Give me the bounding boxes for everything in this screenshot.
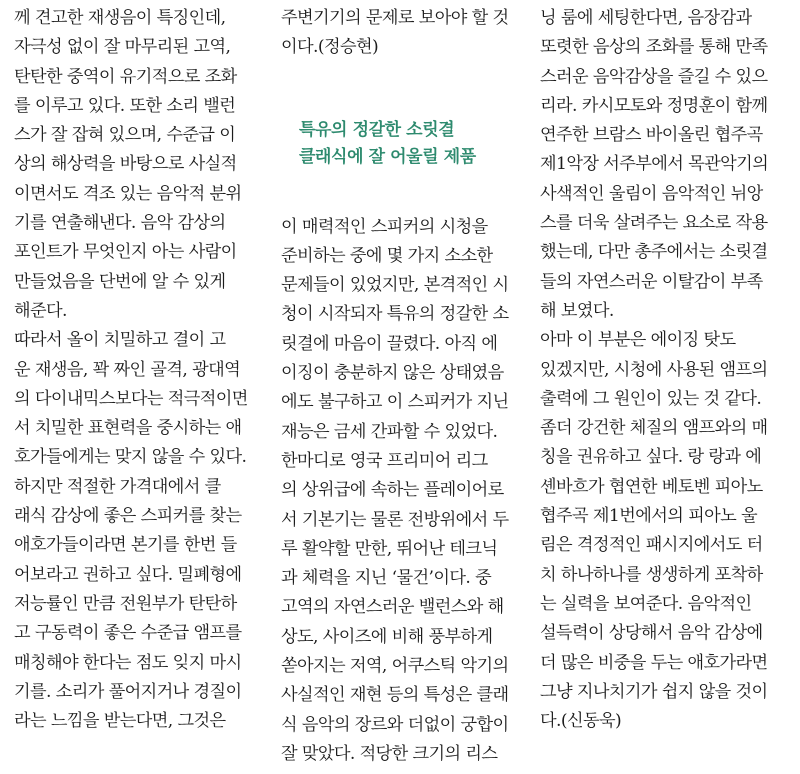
column-3-line: 있겠지만, 시청에 사용된 앰프의: [540, 359, 768, 380]
column-1-line: 상의 해상력을 바탕으로 사실적: [14, 154, 237, 175]
column-1-line: 해준다.: [14, 300, 67, 321]
column-1-line: 포인트가 무엇인지 아는 사람이: [14, 242, 237, 263]
section-heading-line-1: 특유의 정갈한 소릿결: [299, 119, 455, 140]
column-3-line: 출력에 그 원인이 있는 것 같다.: [540, 388, 762, 409]
column-3-line: 설득력이 상당해서 음악 감상에: [540, 623, 763, 644]
column-1-line: 따라서 올이 치밀하고 결이 고: [14, 330, 226, 351]
column-3-line: 아마 이 부분은 에이징 탓도: [540, 330, 736, 351]
column-2-body-line: 이징이 충분하지 않은 상태였음: [281, 363, 504, 384]
column-3-line: 들의 자연스러운 이탈감이 부족: [540, 271, 763, 292]
column-1-line: 고 구동력이 좋은 수준급 앰프를: [14, 623, 242, 644]
column-3-line: 연주한 브람스 바이올린 협주곡: [540, 125, 763, 146]
column-2-body-line: 상도, 사이즈에 비해 풍부하게: [281, 626, 493, 647]
column-2-body-line: 에도 불구하고 이 스피커가 지닌: [281, 392, 509, 413]
column-2-body-line: 과 체력을 지닌 ‘물건’이다. 중: [281, 568, 492, 589]
column-1-line: 를 이루고 있다. 또한 소리 밸런: [14, 95, 236, 116]
column-3-line: 칭을 권유하고 싶다. 랑 랑과 에: [540, 447, 762, 468]
column-3-line: 리라. 카시모토와 정명훈이 함께: [540, 95, 768, 116]
column-2-body-line: 이 매력적인 스피커의 시청을: [281, 216, 488, 237]
column-2-body-line: 한마디로 영국 프리미어 리그: [281, 450, 488, 471]
column-3-line: 는 실력을 보여준다. 음악적인: [540, 593, 752, 614]
column-1-line: 호가들에게는 맞지 않을 수 있다.: [14, 447, 247, 468]
column-1-line: 매칭해야 한다는 점도 잊지 마시: [14, 652, 242, 673]
column-2-body-line: 준비하는 중에 몇 가지 소소한: [281, 245, 493, 266]
column-1-line: 하지만 적절한 가격대에서 클: [14, 476, 221, 497]
column-1-line: 의 다이내믹스보다는 적극적이면: [14, 388, 248, 409]
column-2-body-line: 고역의 자연스러운 밸런스와 해: [281, 597, 504, 618]
column-2-body-line: 의 상위급에 속하는 플레이어로: [281, 480, 504, 501]
column-1-line: 스가 잘 잡혀 있으며, 수준급 이: [14, 125, 236, 146]
section-heading-line-2: 클래식에 잘 어울릴 제품: [299, 146, 476, 167]
column-3-line: 사색적인 울림이 음악적인 뉘앙: [540, 183, 763, 204]
column-2-body-line: 릿결에 마음이 끌렸다. 아직 에: [281, 333, 498, 354]
column-2-body-line: 청이 시작되자 특유의 정갈한 소: [281, 304, 509, 325]
column-3-line: 셴바흐가 협연한 베토벤 피아노: [540, 476, 763, 497]
column-3-line: 또렷한 음상의 조화를 통해 만족: [540, 37, 768, 58]
column-3-line: 스를 더욱 살려주는 요소로 작용: [540, 213, 768, 234]
column-2-body: [281, 213, 533, 770]
column-1-line: 기를. 소리가 풀어지거나 경질이: [14, 681, 242, 702]
column-1-line: 만들었음을 단번에 알 수 있게: [14, 271, 226, 292]
column-2-body-line: 루 활약할 만한, 뛰어난 테크닉: [281, 538, 498, 559]
column-1-line: 기를 연출해낸다. 음악 감상의: [14, 213, 226, 234]
column-1-line: 저능률인 만큼 전원부가 탄탄하: [14, 593, 237, 614]
column-3-line: 더 많은 비중을 두는 애호가라면: [540, 652, 768, 673]
column-3-line: 협주곡 제1번에서의 피아노 울: [540, 506, 757, 527]
column-2-body-line: 서 기본기는 물론 전방위에서 두: [281, 509, 509, 530]
column-3-line: 좀더 강건한 체질의 앰프와의 매: [540, 418, 768, 439]
article-column-1: [14, 4, 266, 736]
column-3-line: 다.(신동욱): [540, 711, 622, 732]
column-2-body-line: 문제들이 있었지만, 본격적인 시: [281, 275, 509, 296]
column-1-line: 께 견고한 재생음이 특징인데,: [14, 8, 226, 28]
column-3-line: 림은 격정적인 패시지에서도 터: [540, 535, 763, 556]
column-3-line: 치 하나하나를 생생하게 포착하: [540, 564, 763, 585]
column-1-line: 래식 감상에 좋은 스피커를 찾는: [14, 506, 242, 527]
column-2-body-line: 쏟아지는 저역, 어쿠스틱 악기의: [281, 656, 509, 677]
column-1-line: 자극성 없이 잘 마무리된 고역,: [14, 37, 231, 58]
column-2-body-line: 식 음악의 장르와 더없이 궁합이: [281, 714, 509, 735]
column-1-line: 서 치밀한 표현력을 중시하는 애: [14, 418, 242, 439]
column-1-line: 애호가들이라면 본기를 한번 들: [14, 535, 237, 556]
article-column-3: [540, 4, 792, 736]
column-2-intro-line: 주변기기의 문제로 보아야 할 것: [281, 8, 509, 28]
column-2-body-line: 잘 맞았다. 적당한 크기의 리스: [281, 743, 498, 764]
column-1-line: 이면서도 격조 있는 음악적 분위: [14, 183, 242, 204]
column-2-body-line: 사실적인 재현 등의 특성은 클래: [281, 685, 509, 706]
column-1-line: 어보라고 권하고 싶다. 밀폐형에: [14, 564, 242, 585]
column-1-line: 운 재생음, 꽉 짜인 골격, 광대역: [14, 359, 241, 380]
column-3-line: 해 보였다.: [540, 300, 614, 321]
column-3-line: 했는데, 다만 총주에서는 소릿결: [540, 242, 768, 263]
column-2-intro-line: 이다.(정승현): [281, 37, 379, 58]
column-2-intro: [281, 4, 533, 63]
column-1-line: 라는 느낌을 받는다면, 그것은: [14, 711, 226, 732]
section-heading: [281, 117, 533, 171]
column-3-line: 닝 룸에 세팅한다면, 음장감과: [540, 8, 752, 28]
column-3-line: 스러운 음악감상을 즐길 수 있으: [540, 66, 768, 87]
column-1-line: 탄탄한 중역이 유기적으로 조화: [14, 66, 237, 87]
article-column-2: [281, 4, 533, 769]
column-2-body-line: 재능은 금세 간파할 수 있었다.: [281, 421, 498, 442]
column-3-line: 그냥 지나치기가 쉽지 않을 것이: [540, 681, 768, 702]
column-3-line: 제1악장 서주부에서 목관악기의: [540, 154, 769, 175]
